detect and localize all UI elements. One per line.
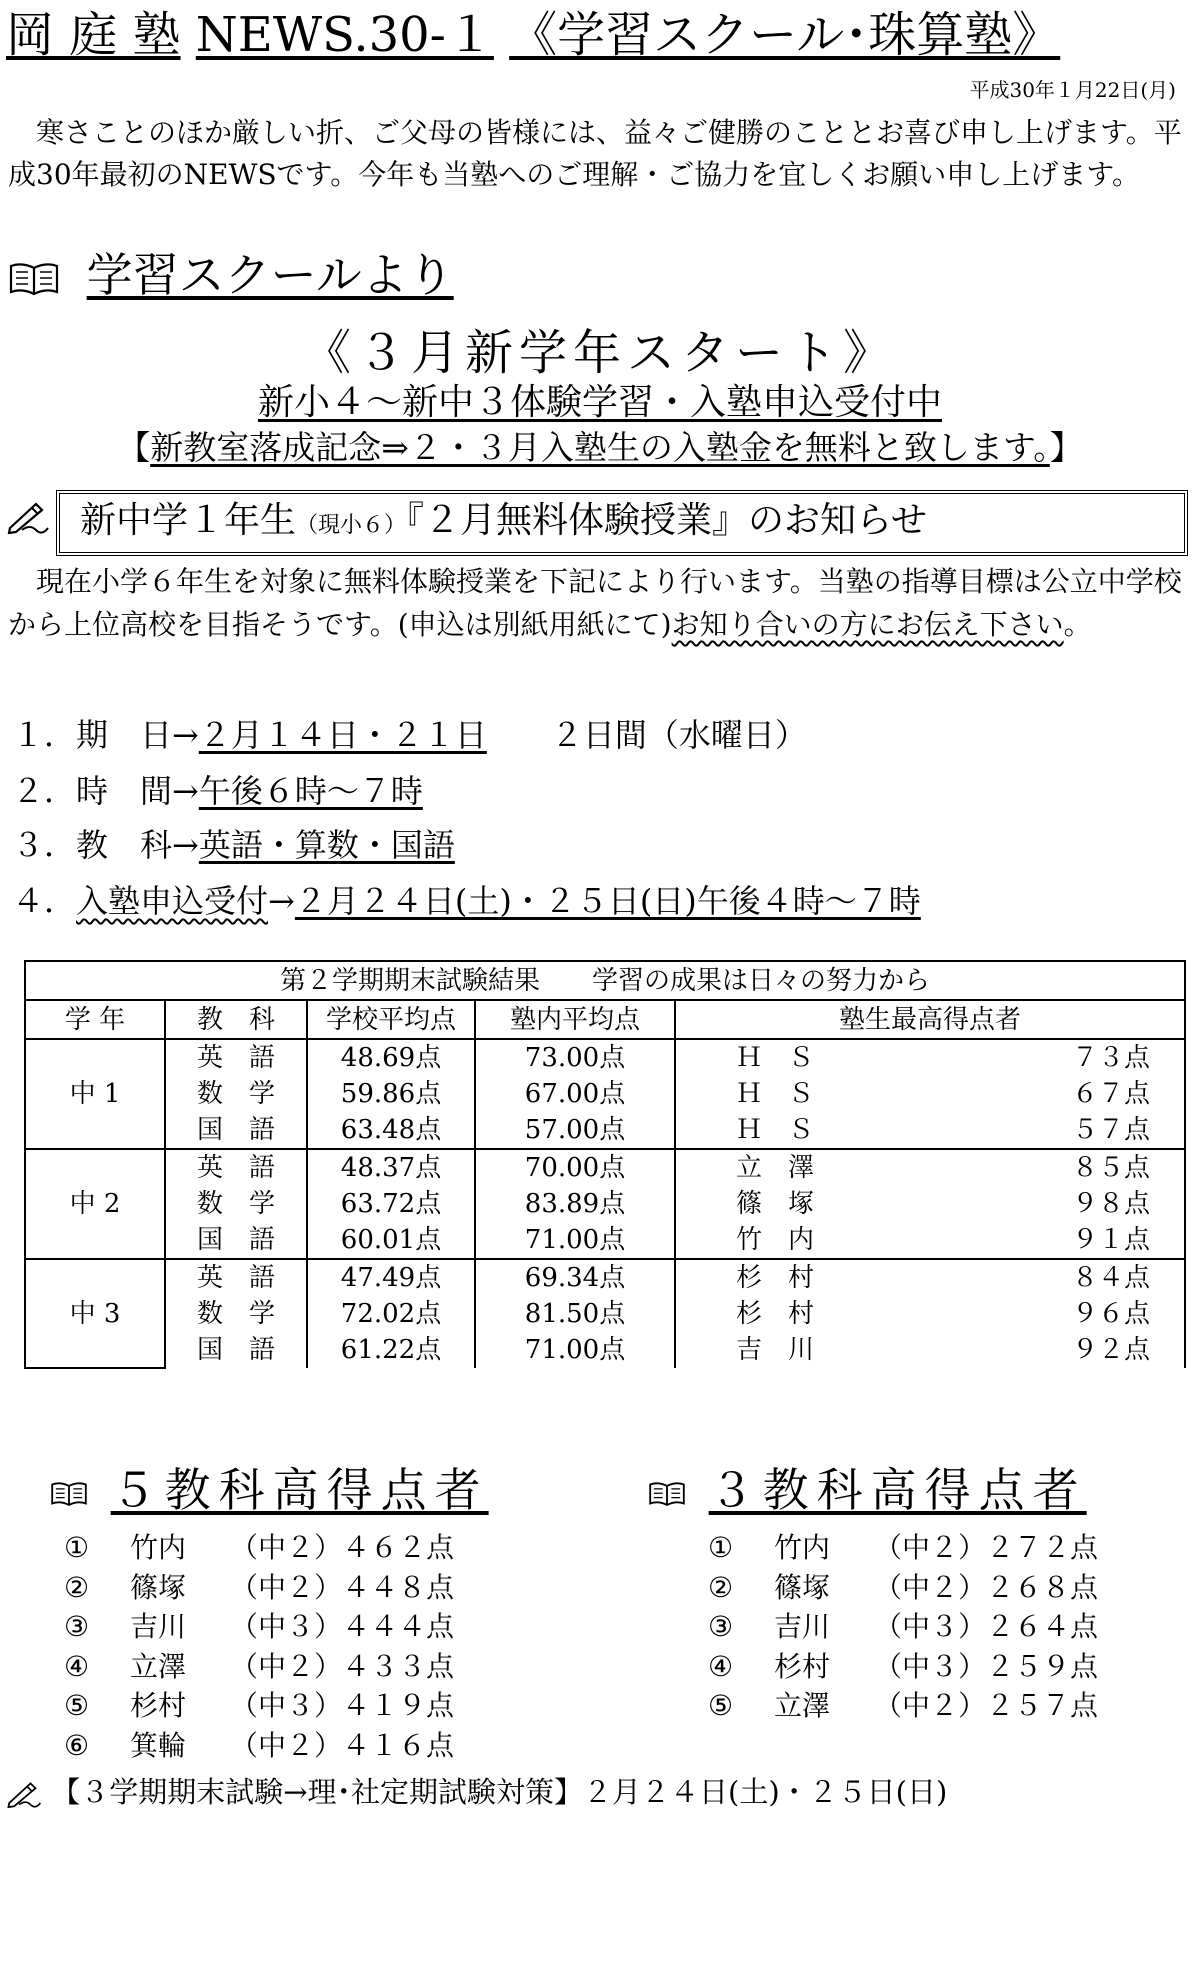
table-row — [25, 1259, 1185, 1296]
newsletter-header — [6, 2, 1060, 68]
top-scorer-name: Ｈ Ｓ — [736, 1043, 815, 1073]
top-scorer-points: ８４点 — [1071, 1263, 1150, 1293]
top-scorer-cell — [675, 1222, 1185, 1259]
top-scorer-cell — [675, 1332, 1185, 1368]
score-info: （中２）４３３点 — [230, 1649, 455, 1683]
score-info: （中３）２６４点 — [874, 1610, 1099, 1643]
list-item — [12, 822, 455, 868]
subject-cell: 英 語 — [165, 1039, 307, 1076]
item-emphasis: 入塾申込受付 — [76, 882, 269, 920]
top-scorer-cell — [675, 1296, 1185, 1332]
top-scorer-points: ９６点 — [1071, 1299, 1150, 1329]
top-scorer-points: ８５点 — [1071, 1153, 1150, 1183]
grade-cell: 中 3 — [25, 1259, 165, 1368]
school-avg-cell: 63.72点 — [307, 1186, 475, 1222]
student-name: 立澤 — [774, 1689, 831, 1722]
juku-avg-cell: 70.00点 — [475, 1149, 675, 1186]
subject-cell: 数 学 — [165, 1186, 307, 1222]
footer-line — [6, 1770, 947, 1811]
gakushu-section-heading — [8, 244, 454, 306]
column-header: 塾内平均点 — [475, 1000, 675, 1039]
top-scorer-name: 篠 塚 — [736, 1189, 815, 1219]
top-scorer-cell — [675, 1039, 1185, 1076]
score-info: （中２）２７２点 — [874, 1531, 1099, 1564]
score-info: （中２）２６８点 — [874, 1570, 1099, 1604]
table-row — [25, 1186, 1185, 1222]
list-item — [12, 768, 423, 814]
score-info: （中２）２５７点 — [874, 1689, 1099, 1722]
student-name: 箕輪 — [130, 1728, 187, 1762]
rank-number: ② — [708, 1570, 734, 1604]
school-avg-cell: 63.48点 — [307, 1112, 475, 1149]
open-book-icon — [50, 1481, 88, 1507]
school-name: 岡 庭 塾 — [6, 7, 181, 63]
pen-icon — [6, 1780, 42, 1808]
free-admission-notice — [0, 422, 1200, 469]
top-scorer-cell — [675, 1076, 1185, 1112]
table-row — [25, 1039, 1185, 1076]
school-avg-cell: 61.22点 — [307, 1332, 475, 1368]
top-scorer-name: Ｈ Ｓ — [736, 1115, 815, 1145]
pen-icon — [6, 500, 50, 538]
list-item — [708, 1686, 1098, 1726]
list-item — [12, 712, 807, 758]
notice-body-text: 現在小学６年生を対象に無料体験授業を下記により行います。当塾の指導目標は公立中学校から上位高校を目指そうです。(申込は別紙用紙にて) — [8, 565, 1182, 641]
top-scorer-name: 竹 内 — [736, 1225, 815, 1255]
list-item — [708, 1607, 1098, 1647]
rank-number: ① — [708, 1531, 734, 1564]
notice-main: 『２月無料体験授業』のお知らせ — [406, 500, 927, 541]
new-year-start-title: 《３月新学年スタート》 — [302, 325, 897, 381]
juku-avg-cell: 73.00点 — [475, 1039, 675, 1076]
juku-avg-cell: 71.00点 — [475, 1332, 675, 1368]
trial-enrollment-text: 新小４～新中３体験学習・入塾申込受付中 — [257, 382, 942, 423]
greeting-text: 寒さことのほか厳しい折、ご父母の皆様には、益々ご健勝のこととお喜び申し上げます。平成30年最初のNEWSです。今年も当塾へのご理解・ご協力を宜しくお願い申し上げます。 — [8, 116, 1182, 191]
subject-cell: 国 語 — [165, 1112, 307, 1149]
item-value: 英語・算数・国語 — [198, 826, 455, 864]
top-scorer-cell — [675, 1149, 1185, 1186]
rank5-list — [64, 1528, 454, 1765]
score-info: （中３）４１９点 — [230, 1689, 455, 1722]
item-note: ２日間（水曜日） — [486, 716, 807, 754]
item-value: ２月２４日(土)・２５日(日)午後４時～７時 — [294, 882, 921, 920]
list-item — [64, 1647, 454, 1687]
rank-number: ⑤ — [64, 1689, 90, 1722]
school-avg-cell: 72.02点 — [307, 1296, 475, 1332]
student-name: 吉川 — [130, 1610, 187, 1643]
bracket-close: 】 — [1049, 428, 1083, 467]
table-row — [25, 1332, 1185, 1368]
student-name: 立澤 — [130, 1649, 187, 1683]
rank3-heading — [648, 1460, 1087, 1520]
student-name: 竹内 — [774, 1531, 831, 1564]
bracket-open: 【 — [117, 428, 151, 467]
juku-avg-cell: 67.00点 — [475, 1076, 675, 1112]
list-item — [708, 1568, 1098, 1608]
top-scorer-name: Ｈ Ｓ — [736, 1079, 815, 1109]
school-avg-cell: 48.69点 — [307, 1039, 475, 1076]
list-item — [64, 1568, 454, 1608]
rank-number: ③ — [708, 1610, 734, 1643]
column-header: 塾生最高得点者 — [675, 1000, 1185, 1039]
rank-number: ④ — [64, 1649, 90, 1683]
juku-avg-cell: 57.00点 — [475, 1112, 675, 1149]
list-item — [708, 1647, 1098, 1687]
table-caption: 第２学期期末試験結果 学習の成果は日々の努力から — [25, 961, 1185, 1000]
school-avg-cell: 48.37点 — [307, 1149, 475, 1186]
score-info: （中２）４６２点 — [230, 1531, 455, 1564]
score-info: （中２）４１６点 — [230, 1728, 455, 1762]
score-info: （中２）４４８点 — [230, 1570, 455, 1604]
notice-body — [8, 560, 1192, 646]
item-label: ４． — [12, 882, 77, 920]
footer-text: 【３学期期末試験→理･社定期試験対策】２月２４日(土)・２５日(日) — [51, 1775, 948, 1809]
open-book-icon — [8, 262, 60, 296]
juku-avg-cell: 71.00点 — [475, 1222, 675, 1259]
exam-results-table — [24, 960, 1186, 1369]
gakushu-heading-text: 学習スクールより — [86, 248, 454, 302]
list-item — [708, 1528, 1098, 1568]
rank-number: ⑤ — [708, 1689, 734, 1722]
arrow: → — [268, 882, 295, 920]
notice-paren: （現小６） — [296, 513, 407, 538]
list-item — [64, 1686, 454, 1726]
rank-number: ② — [64, 1570, 90, 1604]
rank-number: ① — [64, 1531, 90, 1564]
top-scorer-cell — [675, 1186, 1185, 1222]
top-scorer-cell — [675, 1112, 1185, 1149]
rank3-title: ３教科高得点者 — [708, 1463, 1087, 1517]
list-item — [64, 1528, 454, 1568]
score-info: （中３）４４４点 — [230, 1610, 455, 1643]
subject-cell: 国 語 — [165, 1332, 307, 1368]
rank3-list — [708, 1528, 1098, 1726]
list-item — [64, 1726, 454, 1766]
trial-enrollment-subtitle — [0, 374, 1200, 425]
top-scorer-points: ９８点 — [1071, 1189, 1150, 1219]
subject-cell: 英 語 — [165, 1149, 307, 1186]
top-scorer-points: ５７点 — [1071, 1115, 1150, 1145]
juku-avg-cell: 83.89点 — [475, 1186, 675, 1222]
notice-title — [80, 496, 927, 551]
rank5-heading — [50, 1460, 489, 1520]
rank-number: ③ — [64, 1610, 90, 1643]
top-scorer-points: ７３点 — [1071, 1043, 1150, 1073]
rank-number: ④ — [708, 1649, 734, 1683]
top-scorer-points: ９１点 — [1071, 1225, 1150, 1255]
newsletter-subtitle: 《学習スクール･珠算塾》 — [509, 7, 1061, 63]
open-book-icon — [648, 1481, 686, 1507]
score-info: （中３）２５９点 — [874, 1649, 1099, 1683]
grade-cell: 中 1 — [25, 1039, 165, 1149]
subject-cell: 国 語 — [165, 1222, 307, 1259]
item-value: ２月１４日・２１日 — [198, 716, 487, 754]
item-label: ２．時 間→ — [12, 772, 199, 810]
student-name: 篠塚 — [130, 1570, 187, 1604]
student-name: 杉村 — [130, 1689, 187, 1722]
top-scorer-cell — [675, 1259, 1185, 1296]
student-name: 吉川 — [774, 1610, 831, 1643]
school-avg-cell: 60.01点 — [307, 1222, 475, 1259]
issue-number: NEWS.30-１ — [195, 7, 494, 63]
issue-date: 平成30年１月22日(月) — [969, 78, 1176, 102]
table-row — [25, 1296, 1185, 1332]
table-row — [25, 1149, 1185, 1186]
top-scorer-name: 吉 川 — [736, 1335, 815, 1365]
rank5-title: ５教科高得点者 — [110, 1463, 489, 1517]
table-row — [25, 1112, 1185, 1149]
subject-cell: 数 学 — [165, 1296, 307, 1332]
item-label: １．期 日→ — [12, 716, 199, 754]
rank-number: ⑥ — [64, 1728, 90, 1762]
juku-avg-cell: 81.50点 — [475, 1296, 675, 1332]
student-name: 杉村 — [774, 1649, 831, 1683]
school-avg-cell: 59.86点 — [307, 1076, 475, 1112]
list-item — [64, 1607, 454, 1647]
school-avg-cell: 47.49点 — [307, 1259, 475, 1296]
top-scorer-name: 杉 村 — [736, 1299, 815, 1329]
top-scorer-name: 杉 村 — [736, 1263, 815, 1293]
juku-avg-cell: 69.34点 — [475, 1259, 675, 1296]
notice-lead: 新中学１年生 — [80, 500, 297, 541]
subject-cell: 英 語 — [165, 1259, 307, 1296]
notice-body-end: 。 — [1063, 608, 1092, 641]
item-label: ３．教 科→ — [12, 826, 199, 864]
free-admission-text: 新教室落成記念⇒２・３月入塾生の入塾金を無料と致します。 — [150, 428, 1050, 467]
top-scorer-points: ６７点 — [1071, 1079, 1150, 1109]
table-row — [25, 1222, 1185, 1259]
student-name: 竹内 — [130, 1531, 187, 1564]
top-scorer-name: 立 澤 — [736, 1153, 815, 1183]
notice-body-emphasis: お知り合いの方にお伝え下さい — [671, 608, 1064, 641]
grade-cell: 中 2 — [25, 1149, 165, 1259]
column-header: 教 科 — [165, 1000, 307, 1039]
item-value: 午後６時～７時 — [198, 772, 423, 810]
column-header: 学校平均点 — [307, 1000, 475, 1039]
subject-cell: 数 学 — [165, 1076, 307, 1112]
column-header: 学 年 — [25, 1000, 165, 1039]
table-row — [25, 1076, 1185, 1112]
top-scorer-points: ９２点 — [1071, 1335, 1150, 1365]
list-item — [12, 878, 921, 924]
student-name: 篠塚 — [774, 1570, 831, 1604]
